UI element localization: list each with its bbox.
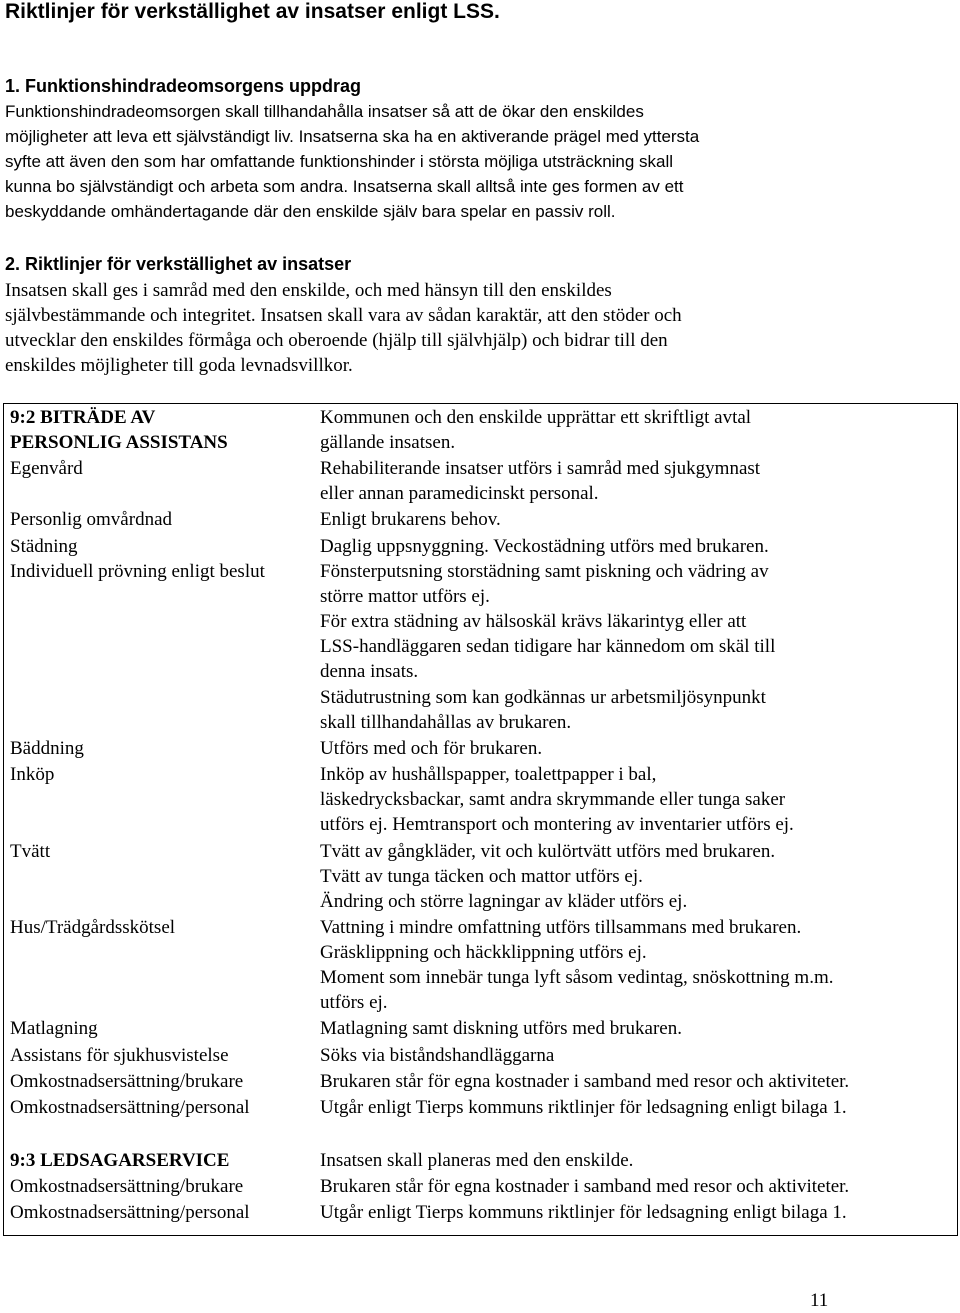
- table-cell-label: Inköp: [10, 764, 55, 785]
- table-cell-label: Individuell prövning enligt beslut: [10, 561, 265, 582]
- table-cell-label: Tvätt: [10, 841, 51, 862]
- table-cell-value: Tvätt av tunga täcken och mattor utförs ej.: [320, 866, 643, 887]
- table-cell-label: 9:2 BITRÄDE AV: [10, 407, 156, 428]
- table-cell-label: Assistans för sjukhusvistelse: [10, 1045, 229, 1066]
- section-2-heading: 2. Riktlinjer för verkställighet av insatser: [5, 254, 352, 274]
- table-cell-label: Städning: [10, 536, 78, 557]
- table-cell-label: Omkostnadsersättning/personal: [10, 1097, 250, 1118]
- table-cell-value: denna insats.: [320, 661, 419, 682]
- table-cell-label: Bäddning: [10, 738, 84, 759]
- page-title: Riktlinjer för verkställighet av insatser enligt LSS.: [5, 0, 500, 23]
- table-cell-value: Rehabiliterande insatser utförs i samråd med sjukgymnast: [320, 458, 761, 479]
- text-fragment: Insatsen skall vara av sådan karaktär, att den stöder och: [260, 305, 682, 326]
- table-cell-value: Vattning i mindre omfattning utförs tillsammans med brukaren.: [320, 917, 802, 938]
- table-cell-label: Hus/Trädgårdsskötsel: [10, 917, 176, 938]
- table-cell-value: Utgår enligt Tierps kommuns riktlinjer för ledsagning enligt bilaga 1.: [320, 1097, 847, 1118]
- table-cell-label: PERSONLIG ASSISTANS: [10, 432, 228, 453]
- table-cell-value: Brukaren står för egna kostnader i samband med resor och aktiviteter.: [320, 1176, 850, 1197]
- text-fragment: Insatserna ska ha en aktiverande prägel med yttersta: [298, 127, 700, 146]
- section-2-text: [5, 278, 955, 378]
- table-cell-value: större mattor utförs ej.: [320, 586, 490, 607]
- table-cell-label: Omkostnadsersättning/brukare: [10, 1176, 244, 1197]
- text-line: syfte att även den som har omfattande funktionshinder i största möjliga utsträckning skall: [5, 152, 674, 171]
- text-line: enskildes möjligheter till goda levnadsvillkor.: [5, 355, 353, 376]
- table-cell-value: Städutrustning som kan godkännas ur arbetsmiljösynpunkt: [320, 687, 766, 708]
- table-cell-value: Utgår enligt Tierps kommuns riktlinjer för ledsagning enligt bilaga 1.: [320, 1202, 847, 1223]
- table-cell-label: Personlig omvårdnad: [10, 509, 173, 530]
- page-number: 11: [810, 1290, 829, 1311]
- table-cell-value: Ändring och större lagningar av kläder utförs ej.: [320, 891, 688, 912]
- table-cell-value: Fönsterputsning storstädning samt piskning och vädring av: [320, 561, 769, 582]
- table-cell-value: LSS-handläggaren sedan tidigare har kännedom om skäl till: [320, 636, 776, 657]
- text-line: utvecklar den enskildes förmåga och oberoende (hjälp till självhjälp) och bidrar till den: [5, 330, 668, 351]
- text-fragment: självbestämmande och integritet.: [5, 305, 256, 326]
- text-line: Insatsen skall ges i samråd med den enskilde, och med hänsyn till den enskildes: [5, 280, 612, 301]
- table-cell-label: Egenvård: [10, 458, 83, 479]
- table-cell-value: skall tillhandahållas av brukaren.: [320, 712, 572, 733]
- table-cell-value: Tvätt av gångkläder, vit och kulörtvätt utförs med brukaren.: [320, 841, 776, 862]
- table-cell-value: Matlagning samt diskning utförs med brukaren.: [320, 1018, 682, 1039]
- table-cell-value: Gräsklippning och häckklippning utförs ej.: [320, 942, 647, 963]
- text-line: [5, 174, 955, 199]
- table-cell-label: 9:3 LEDSAGARSERVICE: [10, 1150, 230, 1171]
- table-cell-label: Omkostnadsersättning/personal: [10, 1202, 250, 1223]
- section-1-text: [5, 99, 955, 224]
- table-cell-value: Kommunen och den enskilde upprättar ett skriftligt avtal: [320, 407, 752, 428]
- table-cell-label: Omkostnadsersättning/brukare: [10, 1071, 244, 1092]
- table-cell-value: För extra städning av hälsoskäl krävs läkarintyg eller att: [320, 611, 747, 632]
- table-cell-value: utförs ej. Hemtransport och montering av inventarier utförs ej.: [320, 814, 794, 835]
- text-line: Funktionshindradeomsorgen skall tillhandahålla insatser så att de ökar den enskildes: [5, 102, 644, 121]
- table-cell-value: Enligt brukarens behov.: [320, 509, 501, 530]
- table-cell-value: Utförs med och för brukaren.: [320, 738, 543, 759]
- table-cell-value: läskedrycksbackar, samt andra skrymmande eller tunga saker: [320, 789, 786, 810]
- table-cell-value: gällande insatsen.: [320, 432, 456, 453]
- table-cell-label: Matlagning: [10, 1018, 98, 1039]
- text-fragment: kunna bo självständigt och arbeta som andra.: [5, 177, 349, 196]
- text-line: beskyddande omhändertagande där den enskilde själv bara spelar en passiv roll.: [5, 202, 616, 221]
- table-cell-value: utförs ej.: [320, 992, 388, 1013]
- text-fragment: Insatserna skall alltså inte ges formen av ett: [352, 177, 684, 196]
- text-fragment: möjligheter att leva ett självständigt liv.: [5, 127, 294, 146]
- table-cell-value: Insatsen skall planeras med den enskilde.: [320, 1150, 634, 1171]
- section-1-heading: 1. Funktionshindradeomsorgens uppdrag: [5, 76, 362, 96]
- text-line: [5, 124, 955, 149]
- table-cell-value: Brukaren står för egna kostnader i samband med resor och aktiviteter.: [320, 1071, 850, 1092]
- table-cell-value: Inköp av hushållspapper, toalettpapper i bal,: [320, 764, 657, 785]
- table-cell-value: eller annan paramedicinskt personal.: [320, 483, 599, 504]
- table-cell-value: Moment som innebär tunga lyft såsom vedintag, snöskottning m.m.: [320, 967, 834, 988]
- table-cell-value: Daglig uppsnyggning. Veckostädning utförs med brukaren.: [320, 536, 769, 557]
- text-line: [5, 303, 955, 328]
- table-cell-value: Söks via biståndshandläggarna: [320, 1045, 555, 1066]
